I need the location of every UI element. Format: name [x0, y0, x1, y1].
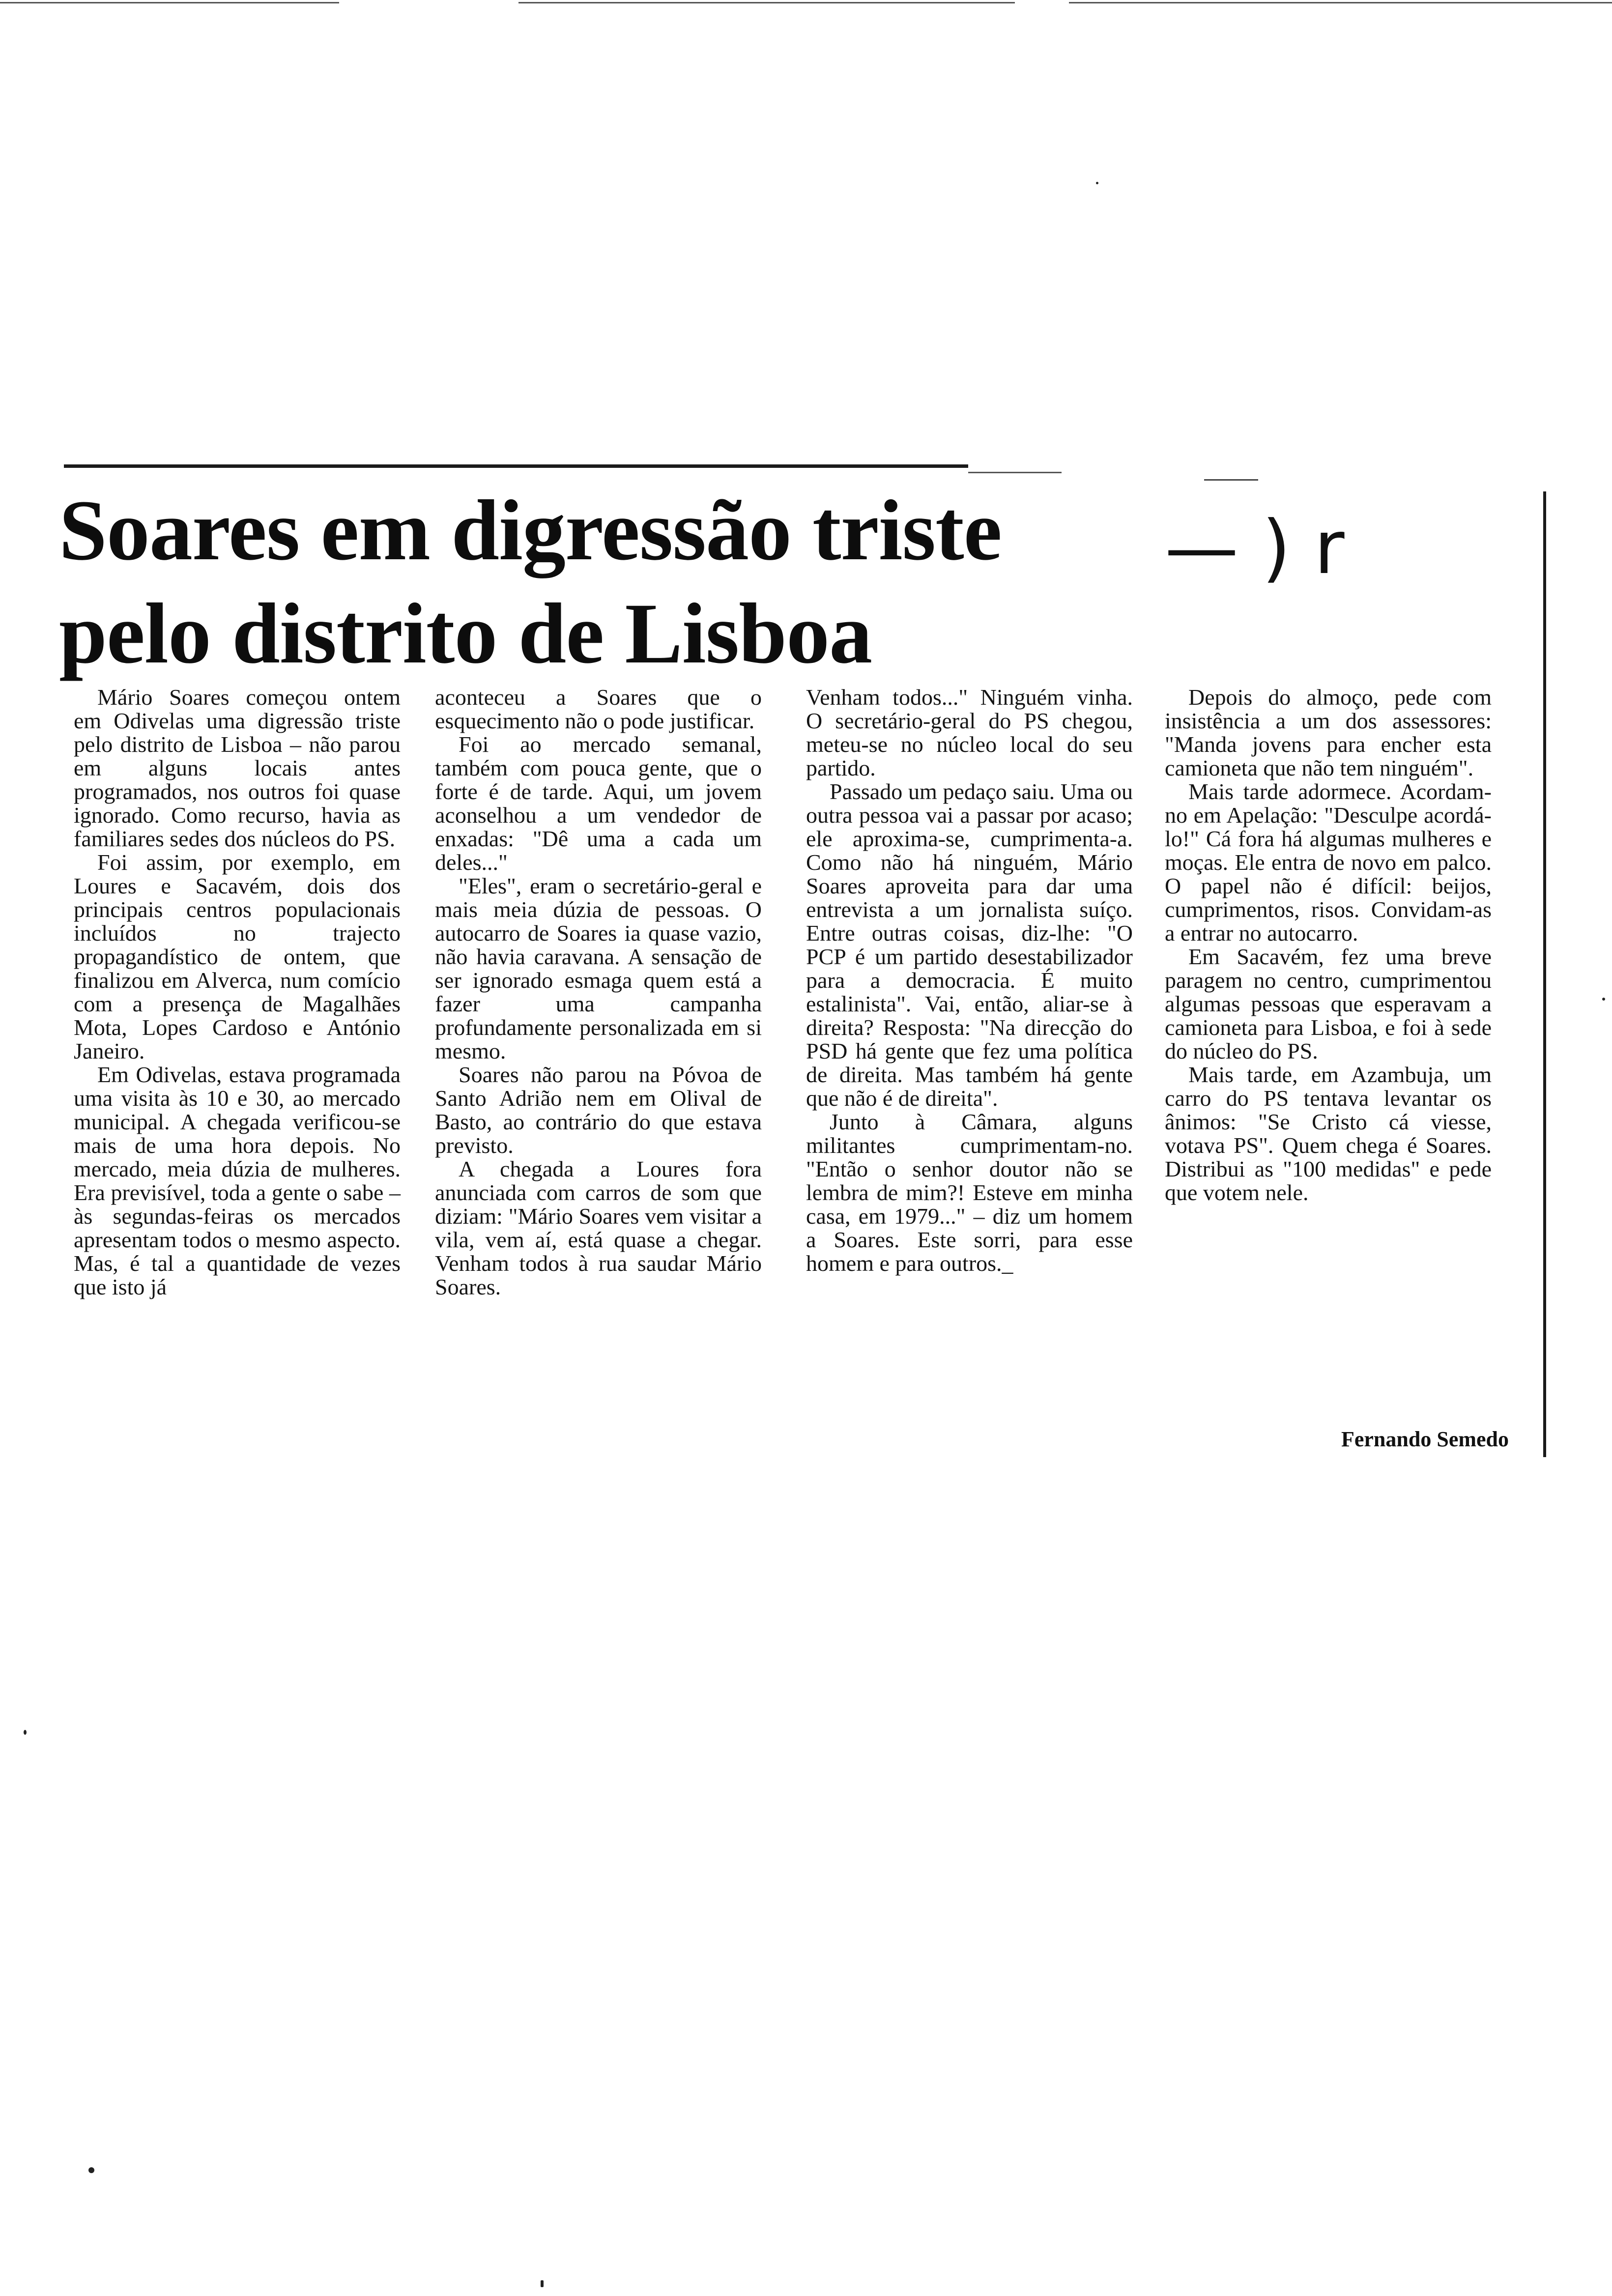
- headline-top-rule-tail: [968, 472, 1062, 473]
- handwritten-annotation: — ) r: [1165, 505, 1345, 591]
- scan-edge-rule: [0, 2, 339, 3]
- paragraph: Em Sacavém, fez uma breve paragem no centro, cumprimentou algumas pessoas que esperavam a camioneta para Lisboa, e foi à sede do núcleo do PS.: [1165, 944, 1492, 1063]
- paragraph: Mário Soares começou ontem em Odivelas uma digressão triste pelo distrito de Lisboa – não parou em alguns locais antes programados, nos outros foi quase ignorado. Como recurso, havia as familiares sedes dos núcleos do PS.: [74, 685, 401, 851]
- scan-edge-rule: [1069, 2, 1612, 3]
- article-column-1: [74, 686, 401, 1299]
- paragraph: Mais tarde, em Azambuja, um carro do PS tentava levantar os ânimos: "Se Cristo cá viesse, votava PS". Quem chega é Soares. Distribui as "100 medidas" e pede que votem nele.: [1165, 1062, 1492, 1205]
- scan-speck: [24, 1730, 27, 1735]
- headline-line-1: Soares em digressão triste: [59, 483, 1002, 578]
- scan-edge-rule: [518, 2, 1015, 3]
- headline-line-2: pelo distrito de Lisboa: [59, 586, 872, 682]
- article-column-4: [1165, 686, 1492, 1205]
- headline-top-rule: [64, 464, 968, 468]
- paragraph: "Eles", eram o secretário-geral e mais meia dúzia de pessoas. O autocarro de Soares ia quase vazio, não havia caravana. A sensação de ser ignorado esmaga quem está a fazer uma campanha profundamente personalizada em si mesmo.: [435, 873, 762, 1063]
- article-column-2: [435, 686, 762, 1299]
- paragraph: Depois do almoço, pede com insistência a um dos assessores: "Manda jovens para encher esta camioneta que não tem ninguém".: [1165, 685, 1492, 780]
- scan-speck: [1602, 998, 1605, 1001]
- paragraph: Passado um pedaço saiu. Uma ou outra pessoa vai a passar por acaso; ele aproxima-se, cumprimenta-a. Como não há ninguém, Mário Soares aproveita para dar uma entrevista a um jornalista suíço. Entre outras coisas, diz-lhe: "O PCP é um partido desestabilizador para a democracia. É muito estalinista". Vai, então, aliar-se à direita? Resposta: "Na direcção do PSD há gente que fez uma política de direita. Mas também há gente que não é de direita".: [806, 779, 1133, 1111]
- paragraph: Em Odivelas, estava programada uma visita às 10 e 30, ao mercado municipal. A chegada verificou-se mais de uma hora depois. No mercado, meia dúzia de mulheres. Era previsível, toda a gente o sabe – às segundas-feiras os mercados apresentam todos o mesmo aspecto. Mas, é tal a quantidade de vezes que isto já: [74, 1062, 401, 1299]
- byline: Fernando Semedo: [1341, 1427, 1509, 1451]
- scan-speck: [541, 2280, 544, 2287]
- scan-speck: [88, 2167, 94, 2173]
- headline: [59, 479, 1238, 686]
- paragraph: Mais tarde adormece. Acordam-no em Apelação: "Desculpe acordá-lo!" Cá fora há algumas mulheres e moças. Ele entra de novo em palco. O papel não é difícil: beijos, cumprimentos, risos. Convidam-as a entrar no autocarro.: [1165, 779, 1492, 946]
- paragraph: A chegada a Loures fora anunciada com carros de som que diziam: "Mário Soares vem visitar a vila, vem aí, está quase a chegar. Venham todos à rua saudar Mário Soares.: [435, 1156, 762, 1299]
- paragraph: Venham todos..." Ninguém vinha. O secretário-geral do PS chegou, meteu-se no núcleo local do seu partido.: [806, 685, 1133, 780]
- paragraph: Foi ao mercado semanal, também com pouca gente, que o forte é de tarde. Aqui, um jovem aconselhou a um vendedor de enxadas: "Dê uma a cada um deles...": [435, 732, 762, 875]
- paragraph: aconteceu a Soares que o esquecimento não o pode justificar.: [435, 685, 762, 733]
- article-body: [59, 686, 1528, 1462]
- scan-speck: [1096, 182, 1098, 184]
- paragraph: Foi assim, por exemplo, em Loures e Sacavém, dois dos principais centros populacionais incluídos no trajecto propagandístico de ontem, que finalizou em Alverca, num comício com a presença de Magalhães Mota, Lopes Cardoso e António Janeiro.: [74, 850, 401, 1063]
- right-column-rule: [1543, 491, 1546, 1457]
- paragraph: Junto à Câmara, alguns militantes cumprimentam-no. "Então o senhor doutor não se lembra de mim?! Esteve em minha casa, em 1979..." – diz um homem a Soares. Este sorri, para esse homem e para outros._: [806, 1109, 1133, 1276]
- article-column-3: [806, 686, 1133, 1275]
- paragraph: Soares não parou na Póvoa de Santo Adrião nem em Olival de Basto, ao contrário do que estava previsto.: [435, 1062, 762, 1158]
